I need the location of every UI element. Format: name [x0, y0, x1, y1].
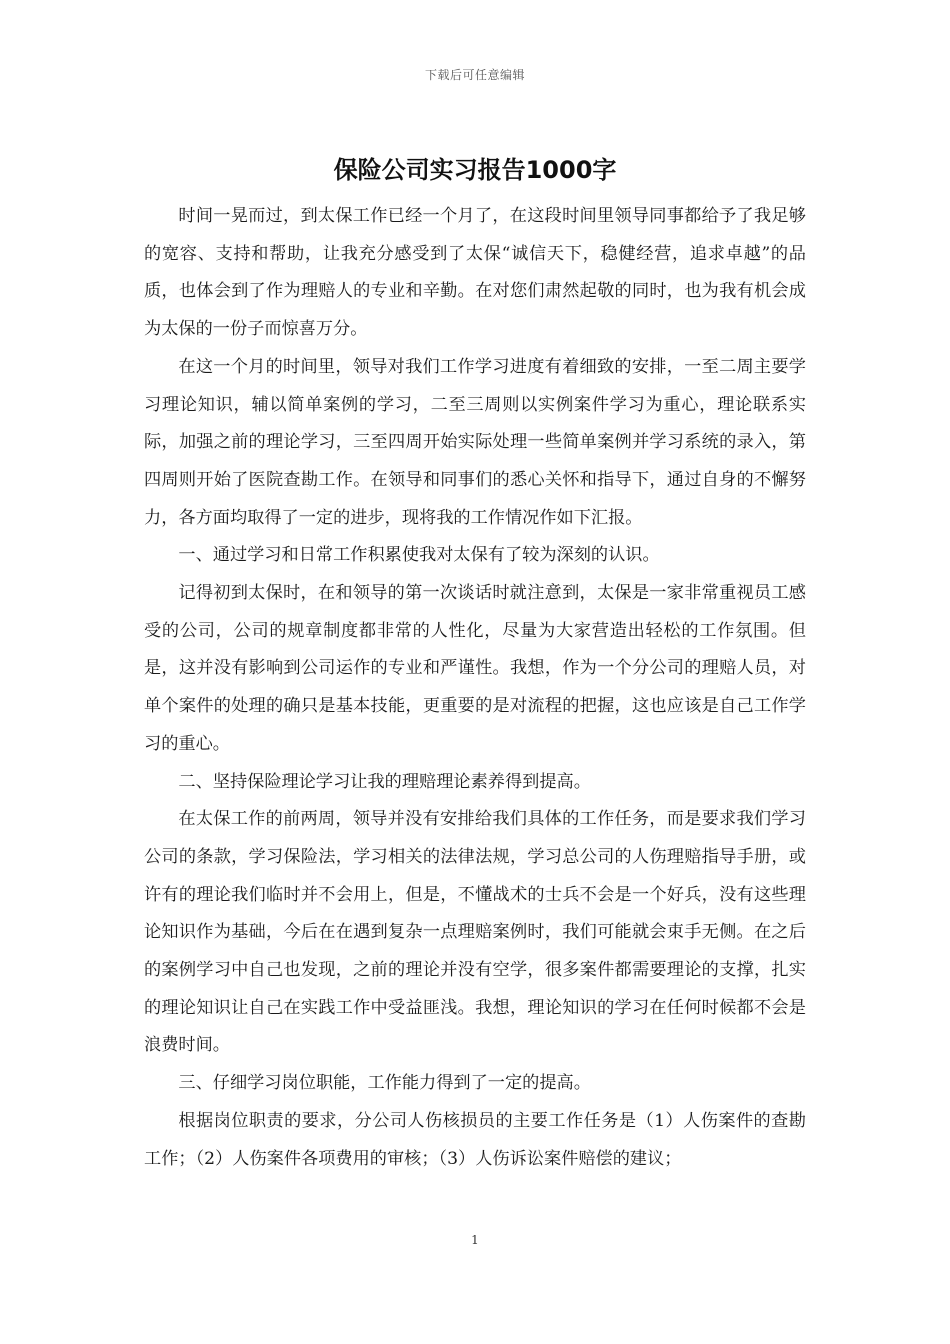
- paragraph-theory-study: 在太保工作的前两周，领导并没有安排给我们具体的工作任务，而是要求我们学习公司的条款，学习保险法，学习相关的法律法规，学习总公司的人伤理赔指导手册，或许有的理论我们临时并不会用上，但是，不懂战术的士兵不会是一个好兵，没有这些理论知识作为基础，今后在在遇到复杂一点理赔案例时，我们可能就会束手无侧。在之后的案例学习中自己也发现，之前的理论并没有空学，很多案件都需要理论的支撑，扎实的理论知识让自己在实践工作中受益匪浅。我想，理论知识的学习在任何时候都不会是浪费时间。: [144, 809, 806, 1056]
- document-body: [144, 198, 806, 1178]
- document-title: 保险公司实习报告1000字: [333, 156, 617, 184]
- paragraph-intro: 时间一晃而过，到太保工作已经一个月了，在这段时间里领导同事都给予了我足够的宽容、支持和帮助，让我充分感受到了太保“诚信天下，稳健经营，追求卓越”的品质，也体会到了作为理赔人的专业和辛勤。在对您们肃然起敬的同时，也为我有机会成为太保的一份子而惊喜万分。: [144, 206, 806, 340]
- paragraph-company-impression: 记得初到太保时，在和领导的第一次谈话时就注意到，太保是一家非常重视员工感受的公司，公司的规章制度都非常的人性化，尽量为大家营造出轻松的工作氛围。但是，这并没有影响到公司运作的专业和严谨性。我想，作为一个分公司的理赔人员，对单个案件的处理的确只是基本技能，更重要的是对流程的把握，这也应该是自己工作学习的重心。: [144, 583, 806, 754]
- section-heading-one: 一、通过学习和日常工作积累使我对太保有了较为深刻的认识。: [178, 545, 660, 566]
- header-note: 下载后可任意编辑: [424, 68, 525, 82]
- page-number: 1: [471, 1233, 479, 1247]
- paragraph-schedule: 在这一个月的时间里，领导对我们工作学习进度有着细致的安排，一至二周主要学习理论知识，辅以简单案例的学习，二至三周则以实例案件学习为重心，理论联系实际，加强之前的理论学习，三至四周开始实际处理一些简单案例并学习系统的录入，第四周则开始了医院查勘工作。在领导和同事们的悉心关怀和指导下，通过自身的不懈努力，各方面均取得了一定的进步，现将我的工作情况作如下汇报。: [144, 356, 806, 528]
- paragraph-job-duties: 根据岗位职责的要求，分公司人伤核损员的主要工作任务是（1）人伤案件的查勘工作；（2）人伤案件各项费用的审核；（3）人伤诉讼案件赔偿的建议；: [144, 1110, 806, 1169]
- section-heading-three: 三、仔细学习岗位职能，工作能力得到了一定的提高。: [178, 1073, 591, 1094]
- section-heading-two: 二、坚持保险理论学习让我的理赔理论素养得到提高。: [178, 771, 591, 792]
